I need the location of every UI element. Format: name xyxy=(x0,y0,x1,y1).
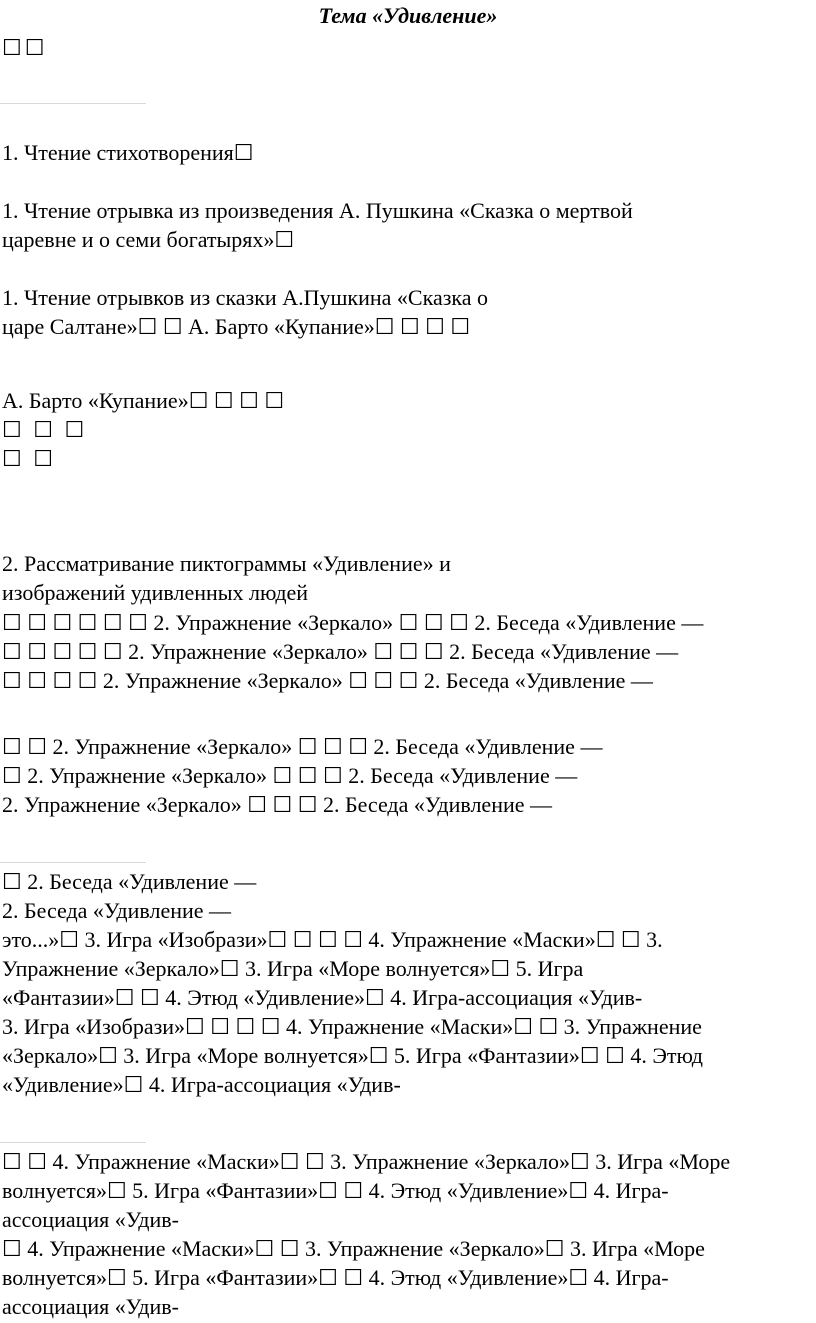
text-line: ☐☐ xyxy=(2,35,48,60)
text-line: А. Барто «Купание»☐ ☐ ☐ ☐ xyxy=(2,388,285,413)
text-line: изображений удивленных людей xyxy=(2,580,309,605)
text-line: ☐ 2. Беседа «Удивление — xyxy=(2,869,257,894)
text-line: 2. Беседа «Удивление — xyxy=(2,898,232,923)
text-line: 1. Чтение стихотворения☐ xyxy=(2,140,254,165)
text-line: ☐ ☐ 2. Упражнение «Зеркало» ☐ ☐ ☐ 2. Беседа «Удивление — xyxy=(2,734,603,759)
text-line: ☐ 4. Упражнение «Маски»☐ ☐ 3. Упражнение «Зеркало»☐ 3. Игра «Море xyxy=(2,1236,705,1261)
text-line: ☐ 2. Упражнение «Зеркало» ☐ ☐ ☐ 2. Беседа «Удивление — xyxy=(2,763,578,788)
separator-rule xyxy=(0,1142,146,1143)
separator-rule xyxy=(0,862,146,863)
text-line: ☐ ☐ ☐ ☐ ☐ ☐ 2. Упражнение «Зеркало» ☐ ☐ ☐ 2. Беседа «Удивление — xyxy=(2,610,704,635)
text-line: царевне и о семи богатырях»☐ xyxy=(2,227,295,252)
text-line: «Зеркало»☐ 3. Игра «Море волнуется»☐ 5. Игра «Фантазии»☐ ☐ 4. Этюд xyxy=(2,1043,703,1068)
text-line: ☐ ☐ ☐ ☐ 2. Упражнение «Зеркало» ☐ ☐ ☐ 2. Беседа «Удивление — xyxy=(2,668,653,693)
text-line: 3. Игра «Изобрази»☐ ☐ ☐ ☐ 4. Упражнение «Маски»☐ ☐ 3. Упражнение xyxy=(2,1014,702,1039)
text-line: 2. Упражнение «Зеркало» ☐ ☐ ☐ 2. Беседа «Удивление — xyxy=(2,792,552,817)
text-line: царе Салтане»☐ ☐ А. Барто «Купание»☐ ☐ ☐ ☐ xyxy=(2,314,471,339)
text-line: Упражнение «Зеркало»☐ 3. Игра «Море волнуется»☐ 5. Игра xyxy=(2,956,584,981)
text-line: ☐ ☐ 4. Упражнение «Маски»☐ ☐ 3. Упражнение «Зеркало»☐ 3. Игра «Море xyxy=(2,1149,731,1174)
text-line: волнуется»☐ 5. Игра «Фантазии»☐ ☐ 4. Этюд «Удивление»☐ 4. Игра- xyxy=(2,1265,669,1290)
text-line: ☐ ☐ ☐ ☐ ☐ 2. Упражнение «Зеркало» ☐ ☐ ☐ 2. Беседа «Удивление — xyxy=(2,639,679,664)
text-line: ☐ ☐ ☐ xyxy=(2,417,88,442)
text-line: волнуется»☐ 5. Игра «Фантазии»☐ ☐ 4. Этюд «Удивление»☐ 4. Игра- xyxy=(2,1178,669,1203)
page-title: Тема «Удивление» xyxy=(318,3,498,28)
text-line: 1. Чтение отрывков из сказки А.Пушкина «Сказка о xyxy=(2,285,489,310)
text-line: ☐ ☐ xyxy=(2,446,56,471)
text-line: «Фантазии»☐ ☐ 4. Этюд «Удивление»☐ 4. Игра-ассоциация «Удив- xyxy=(2,985,643,1010)
text-line: это...»☐ 3. Игра «Изобрази»☐ ☐ ☐ ☐ 4. Упражнение «Маски»☐ ☐ 3. xyxy=(2,927,663,952)
text-line: 2. Рассматривание пиктограммы «Удивление» и xyxy=(2,551,451,576)
text-line: ассоциация «Удив- xyxy=(2,1207,179,1232)
separator-rule xyxy=(0,103,146,104)
text-line: «Удивление»☐ 4. Игра-ассоциация «Удив- xyxy=(2,1072,401,1097)
text-line: ассоциация «Удив- xyxy=(2,1294,179,1319)
text-line: 1. Чтение отрывка из произведения А. Пушкина «Сказка о мертвой xyxy=(2,198,633,223)
